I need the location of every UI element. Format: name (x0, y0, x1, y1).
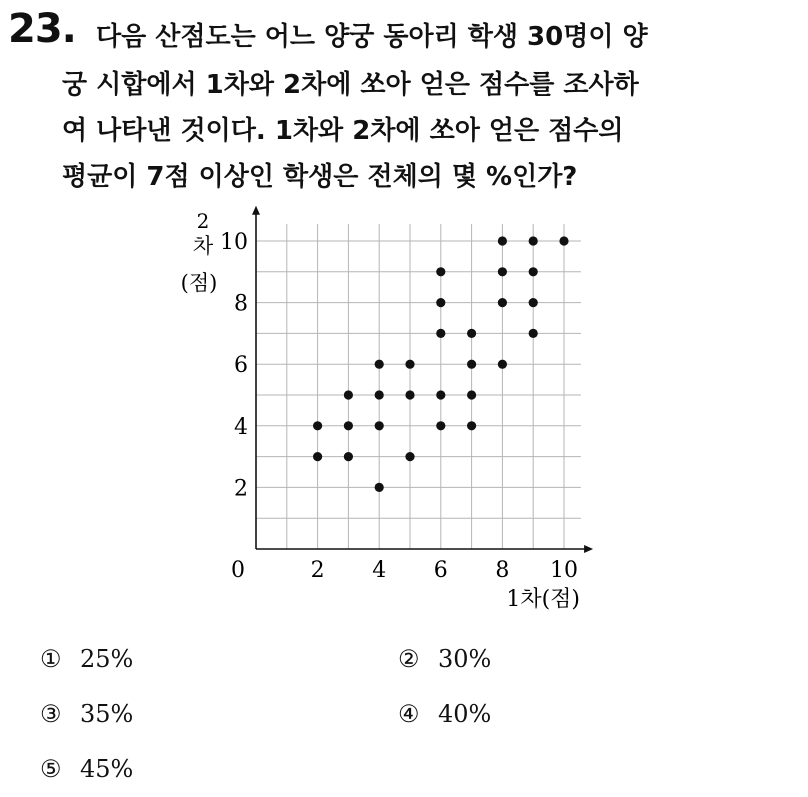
choice-4[interactable] (398, 700, 491, 728)
data-point (498, 267, 507, 276)
x-tick-label: 4 (372, 558, 387, 583)
data-point (405, 390, 414, 399)
data-point (436, 298, 445, 307)
choice-3-text: 35% (80, 700, 134, 728)
data-point (375, 421, 384, 430)
x-tick-label: 10 (550, 558, 578, 583)
data-point (405, 452, 414, 461)
choice-3-number: ③ (40, 700, 62, 728)
choice-4-text: 40% (438, 700, 492, 728)
data-point (559, 236, 568, 245)
data-point (375, 360, 384, 369)
data-point (467, 421, 476, 430)
choice-5-text: 45% (80, 755, 134, 783)
data-point (529, 329, 538, 338)
data-point (313, 452, 322, 461)
data-point (529, 236, 538, 245)
x-axis-label: 1차(점) (506, 587, 580, 612)
y-tick-label: 8 (234, 291, 248, 317)
x-tick-label: 8 (495, 558, 510, 583)
question-text-line-1: 다음 산점도는 어느 양궁 동아리 학생 30명이 양 (96, 22, 648, 52)
data-point (436, 421, 445, 430)
choice-1-number: ① (40, 645, 62, 673)
y-axis-label-part: 2 (196, 209, 210, 233)
data-point (467, 329, 476, 338)
data-point (344, 452, 353, 461)
data-point (498, 236, 507, 245)
x-tick-label: 6 (433, 558, 448, 583)
data-point (344, 421, 353, 430)
data-point (498, 360, 507, 369)
data-point (375, 390, 384, 399)
data-point (375, 483, 384, 492)
question-text-line-4: 평균이 7점 이상인 학생은 전체의 몇 %인가? (62, 162, 578, 192)
choice-4-number: ④ (398, 700, 420, 728)
data-point (344, 390, 353, 399)
x-axis-arrow (584, 545, 593, 553)
choice-5[interactable] (40, 755, 133, 783)
choice-2[interactable] (398, 645, 491, 673)
data-point (405, 360, 414, 369)
question-number: 23. (8, 6, 76, 52)
choice-1[interactable] (40, 645, 133, 673)
choice-2-text: 30% (438, 645, 492, 673)
data-point (467, 390, 476, 399)
choice-3[interactable] (40, 700, 133, 728)
data-point (436, 329, 445, 338)
question-text-line-2: 궁 시합에서 1차와 2차에 쏘아 얻은 점수를 조사하 (62, 70, 639, 100)
origin-label: 0 (231, 558, 245, 583)
y-tick-label: 4 (234, 414, 248, 440)
data-point (498, 298, 507, 307)
y-tick-label: 6 (234, 353, 248, 379)
data-point (436, 267, 445, 276)
x-tick-label: 2 (310, 558, 325, 583)
data-point (529, 298, 538, 307)
choice-5-number: ⑤ (40, 755, 62, 783)
data-point (313, 421, 322, 430)
data-point (436, 390, 445, 399)
y-axis-arrow (252, 206, 260, 215)
y-tick-label: 10 (220, 230, 248, 255)
y-axis-label-part: 차 (192, 234, 214, 258)
data-point (529, 267, 538, 276)
choice-2-number: ② (398, 645, 420, 673)
data-point (467, 360, 476, 369)
scatter-plot (160, 200, 600, 620)
y-tick-label: 2 (234, 476, 248, 502)
choice-1-text: 25% (80, 645, 134, 673)
y-axis-label-part: (점) (180, 271, 218, 295)
question-text-line-3: 여 나타낸 것이다. 1차와 2차에 쏘아 얻은 점수의 (62, 116, 624, 146)
